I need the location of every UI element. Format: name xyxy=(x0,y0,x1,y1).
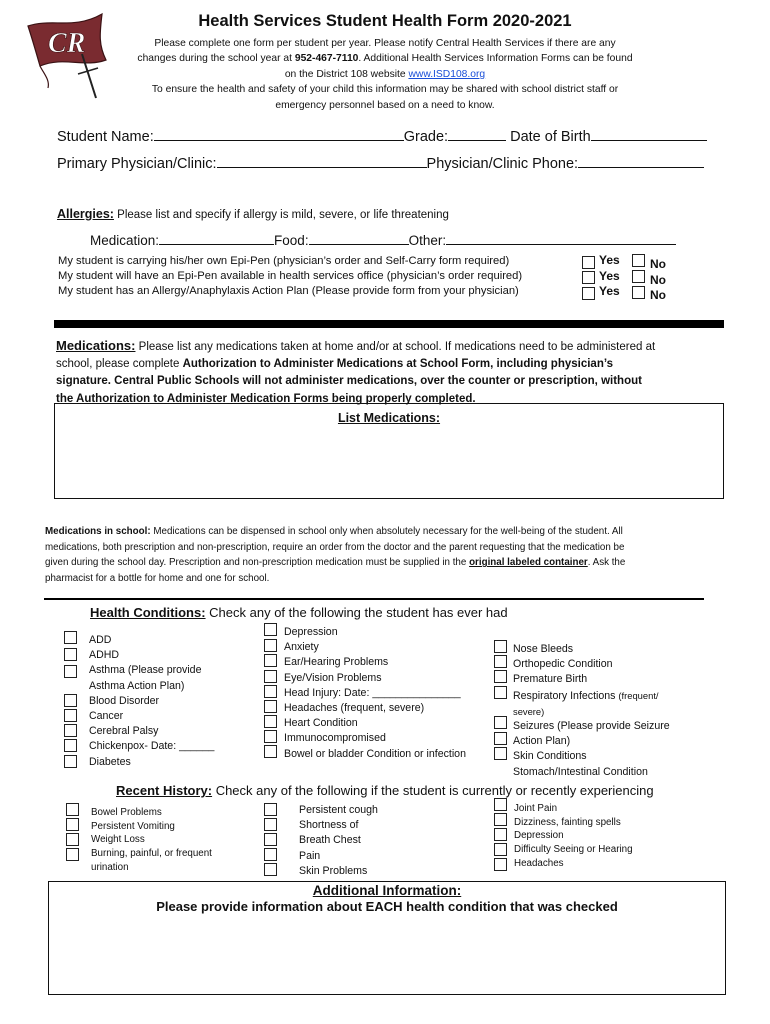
cough-checkbox[interactable] xyxy=(264,803,277,816)
history-skin: Skin Problems xyxy=(299,864,368,877)
seeing-hearing-checkbox[interactable] xyxy=(494,843,507,856)
allergies-heading: Allergies: xyxy=(57,207,114,221)
chickenpox-checkbox[interactable] xyxy=(64,739,77,752)
school-meds-line-4: pharmacist for a bottle for home and one for school. xyxy=(45,572,270,584)
condition-asthma-plan: Asthma Action Plan) xyxy=(89,679,185,692)
orthopedic-checkbox[interactable] xyxy=(494,655,507,668)
ear-hearing-checkbox[interactable] xyxy=(264,654,277,667)
condition-diabetes: Diabetes xyxy=(89,755,131,768)
history-urination-cont: urination xyxy=(91,861,129,873)
history-extra-checkbox[interactable] xyxy=(264,863,277,876)
skin-problems-checkbox[interactable] xyxy=(264,848,277,861)
intro-line-2: changes during the school year at 952-467-7110. Additional Health Services Information Forms can be found xyxy=(137,53,633,65)
additional-info-box[interactable] xyxy=(48,881,726,995)
condition-respiratory: Respiratory Infections (frequent/ xyxy=(513,689,659,702)
logo-text: CR xyxy=(48,28,86,59)
grade-field[interactable] xyxy=(448,127,506,141)
section-divider-2 xyxy=(44,598,704,600)
condition-add: ADD xyxy=(89,634,112,646)
condition-orthopedic: Orthopedic Condition xyxy=(513,658,613,671)
school-meds-paragraph: Medications in school: Medications can be dispensed in school only when absolutely necessary for the well-being of the student. All medications, both prescription and non-prescription, require an order from the doctor and the parent requesting that the medication be given during the school day. Prescription and non-prescription medication must be supplied in the original labeled container. Ask the pharmacist for a bottle for home and one for school. xyxy=(45,524,735,586)
medications-line-2: school, please complete Authorization to Administer Medications at School Form, including physician’s xyxy=(56,358,614,371)
condition-asthma: Asthma (Please provide xyxy=(89,664,202,677)
physician-row xyxy=(57,154,704,172)
history-headaches-checkbox[interactable] xyxy=(494,858,507,871)
depression-checkbox[interactable] xyxy=(264,623,277,636)
epipen-questions xyxy=(58,254,522,299)
condition-chickenpox: Chickenpox- Date: ______ xyxy=(89,740,215,753)
recent-history-heading: Recent History: xyxy=(116,783,213,798)
no-labels xyxy=(650,257,666,304)
no-label-3: No xyxy=(650,288,666,302)
history-breath-chest: Breath Chest xyxy=(299,834,361,847)
condition-anxiety: Anxiety xyxy=(284,641,319,654)
skin-conditions-checkbox[interactable] xyxy=(494,732,507,745)
seizures-checkbox[interactable] xyxy=(494,716,507,729)
condition-respiratory-cont: severe) xyxy=(513,705,545,717)
history-joint-pain: Joint Pain xyxy=(514,803,558,814)
physician-field[interactable] xyxy=(217,154,427,168)
history-headaches: Headaches xyxy=(514,857,564,869)
medications-line-1: Medications: Please list any medications taken at home and/or at school. If medications need to be administered at xyxy=(56,338,656,353)
condition-premature-birth: Premature Birth xyxy=(513,673,588,686)
condition-heart: Heart Condition xyxy=(284,717,358,730)
intro-text xyxy=(110,36,660,113)
cerebral-palsy-checkbox[interactable] xyxy=(64,724,77,737)
condition-ear-hearing: Ear/Hearing Problems xyxy=(284,656,389,669)
condition-nose-bleeds: Nose Bleeds xyxy=(513,643,574,655)
intro-line-5: emergency personnel based on a need to know. xyxy=(275,99,495,111)
condition-cerebral-palsy: Cerebral Palsy xyxy=(89,725,159,738)
history-vomiting: Persistent Vomiting xyxy=(91,820,175,832)
joint-pain-checkbox[interactable] xyxy=(494,798,507,811)
history-shortness: Shortness of xyxy=(299,819,359,832)
q2-no-checkbox[interactable] xyxy=(632,270,645,283)
history-pain: Pain xyxy=(299,849,321,862)
cancer-checkbox[interactable] xyxy=(64,709,77,722)
recent-history-header: Recent History: Check any of the following if the student is currently or recently experiencing xyxy=(116,783,654,798)
health-conditions-col-2 xyxy=(284,625,466,762)
q2-yes-checkbox[interactable] xyxy=(582,271,595,284)
district-website-link[interactable]: www.ISD108.org xyxy=(408,68,486,80)
physician-label: Primary Physician/Clinic: xyxy=(57,156,217,172)
diabetes-checkbox[interactable] xyxy=(64,755,77,768)
q1-no-checkbox[interactable] xyxy=(632,254,645,267)
allergy-other-label: Other: xyxy=(408,233,447,248)
condition-blood-disorder: Blood Disorder xyxy=(89,694,160,707)
allergy-medication-field[interactable] xyxy=(159,231,274,245)
yes-label-2: Yes xyxy=(599,268,620,283)
respiratory-checkbox[interactable] xyxy=(494,686,507,699)
headaches-checkbox[interactable] xyxy=(264,700,277,713)
student-name-label: Student Name: xyxy=(57,129,154,145)
additional-info-title: Additional Information: xyxy=(312,883,462,898)
chest-pain-checkbox[interactable] xyxy=(264,833,277,846)
anxiety-checkbox[interactable] xyxy=(264,639,277,652)
intro-line-4: To ensure the health and safety of your child this information may be shared with school district staff or xyxy=(151,84,619,96)
intro-line-3: on the District 108 website www.ISD108.org xyxy=(284,68,486,80)
physician-phone-field[interactable] xyxy=(578,154,704,168)
epipen-question-3: My student has an Allergy/Anaphylaxis Action Plan (Please provide form from your physician) xyxy=(58,285,519,297)
bowel-problems-checkbox[interactable] xyxy=(66,803,79,816)
eye-vision-checkbox[interactable] xyxy=(264,670,277,683)
vomiting-checkbox[interactable] xyxy=(66,818,79,831)
health-services-phone: 952-467-7110 xyxy=(294,53,359,65)
page-title: Health Services Student Health Form 2020-2021 xyxy=(198,12,572,30)
history-depression: Depression xyxy=(514,830,564,842)
recent-history-col-1 xyxy=(91,806,212,875)
condition-head-injury: Head Injury: Date: _______________ xyxy=(284,686,461,699)
urination-checkbox[interactable] xyxy=(66,848,79,861)
condition-immunocompromised: Immunocompromised xyxy=(284,732,386,745)
condition-depression: Depression xyxy=(284,626,338,638)
yes-label-1: Yes xyxy=(599,253,620,267)
condition-eye-vision: Eye/Vision Problems xyxy=(284,671,382,684)
no-label-2: No xyxy=(650,272,666,287)
school-meds-label: Medications in school: xyxy=(45,526,151,537)
yes-labels xyxy=(599,253,620,300)
health-conditions-col-1 xyxy=(89,633,214,770)
dob-label: Date of Birth xyxy=(510,129,591,145)
dizziness-checkbox[interactable] xyxy=(494,813,507,826)
student-info-row xyxy=(57,127,707,145)
q3-yes-checkbox[interactable] xyxy=(582,287,595,300)
additional-info-subtitle: Please provide information about EACH health condition that was checked xyxy=(156,899,618,914)
medications-heading: Medications: xyxy=(56,338,136,353)
no-label-1: No xyxy=(650,257,666,271)
condition-seizures: Seizures (Please provide Seizure xyxy=(513,720,670,733)
section-divider xyxy=(54,320,724,328)
school-meds-line-2: medications, both prescription and non-prescription, require an order from the doctor and the parent requesting that the medication be xyxy=(45,541,625,553)
heart-condition-checkbox[interactable] xyxy=(264,715,277,728)
history-seeing-hearing: Difficulty Seeing or Hearing xyxy=(514,844,633,856)
student-name-field[interactable] xyxy=(154,127,404,141)
allergy-fields-row xyxy=(90,231,676,248)
condition-cancer: Cancer xyxy=(89,710,124,723)
stomach-checkbox[interactable] xyxy=(494,747,507,760)
allergy-food-label: Food: xyxy=(274,233,309,248)
add-checkbox[interactable] xyxy=(64,631,77,644)
history-dizziness: Dizziness, fainting spells xyxy=(514,816,621,828)
q3-no-checkbox[interactable] xyxy=(632,286,645,299)
medications-line-4: the Authorization to Administer Medication Forms being properly completed. xyxy=(56,392,476,405)
medications-section xyxy=(56,337,726,408)
condition-headaches: Headaches (frequent, severe) xyxy=(284,702,425,715)
health-conditions-header: Health Conditions: Check any of the following the student has ever had xyxy=(90,605,508,620)
recent-history-col-3 xyxy=(514,802,633,871)
immunocompromised-checkbox[interactable] xyxy=(264,730,277,743)
condition-skin: Skin Conditions xyxy=(513,750,587,763)
health-conditions-heading: Health Conditions: xyxy=(90,605,206,620)
epipen-question-1: My student is carrying his/her own Epi-Pen (physician’s order and Self-Carry form required) xyxy=(58,255,510,267)
medications-line-3: signature. Central Public Schools will not administer medications, over the counter or prescription, without xyxy=(56,375,642,388)
condition-seizures-plan: Action Plan) xyxy=(513,735,571,748)
health-conditions-col-3 xyxy=(513,642,670,780)
history-urination: Burning, painful, or frequent xyxy=(91,848,212,860)
adhd-checkbox[interactable] xyxy=(64,648,77,661)
q1-yes-checkbox[interactable] xyxy=(582,256,595,269)
recent-history-col-2 xyxy=(299,803,378,879)
allergies-header xyxy=(57,207,449,221)
epipen-question-2: My student will have an Epi-Pen available in health services office (physician’s order required) xyxy=(58,270,523,282)
bowel-bladder-checkbox[interactable] xyxy=(264,745,277,758)
asthma-checkbox[interactable] xyxy=(64,665,77,678)
list-medications-title: List Medications: xyxy=(337,411,441,425)
condition-bowel-bladder: Bowel or bladder Condition or infection xyxy=(284,747,466,760)
intro-line-1: Please complete one form per student per year. Please notify Central Health Services if there are any xyxy=(154,38,616,49)
list-medications-box[interactable] xyxy=(54,403,724,499)
condition-stomach: Stomach/Intestinal Condition xyxy=(513,765,648,778)
condition-adhd: ADHD xyxy=(89,649,120,662)
head-injury-checkbox[interactable] xyxy=(264,685,277,698)
nose-bleeds-checkbox[interactable] xyxy=(494,640,507,653)
physician-phone-label: Physician/Clinic Phone: xyxy=(426,156,579,172)
dob-field[interactable] xyxy=(591,127,707,141)
allergy-other-field[interactable] xyxy=(446,231,676,245)
history-bowel: Bowel Problems xyxy=(91,807,162,818)
yes-label-3: Yes xyxy=(599,284,620,298)
allergies-instruction: Please list and specify if allergy is mild, severe, or life threatening xyxy=(113,209,449,221)
grade-label: Grade: xyxy=(403,129,449,145)
blood-disorder-checkbox[interactable] xyxy=(64,694,77,707)
original-container-text: original labeled container xyxy=(469,557,588,569)
history-cough: Persistent cough xyxy=(299,804,378,816)
history-weight-loss: Weight Loss xyxy=(91,834,145,846)
allergy-food-field[interactable] xyxy=(309,231,409,245)
weight-loss-checkbox[interactable] xyxy=(66,833,79,846)
history-depression-checkbox[interactable] xyxy=(494,828,507,841)
allergy-medication-label: Medication: xyxy=(90,233,160,248)
premature-birth-checkbox[interactable] xyxy=(494,670,507,683)
shortness-breath-checkbox[interactable] xyxy=(264,818,277,831)
